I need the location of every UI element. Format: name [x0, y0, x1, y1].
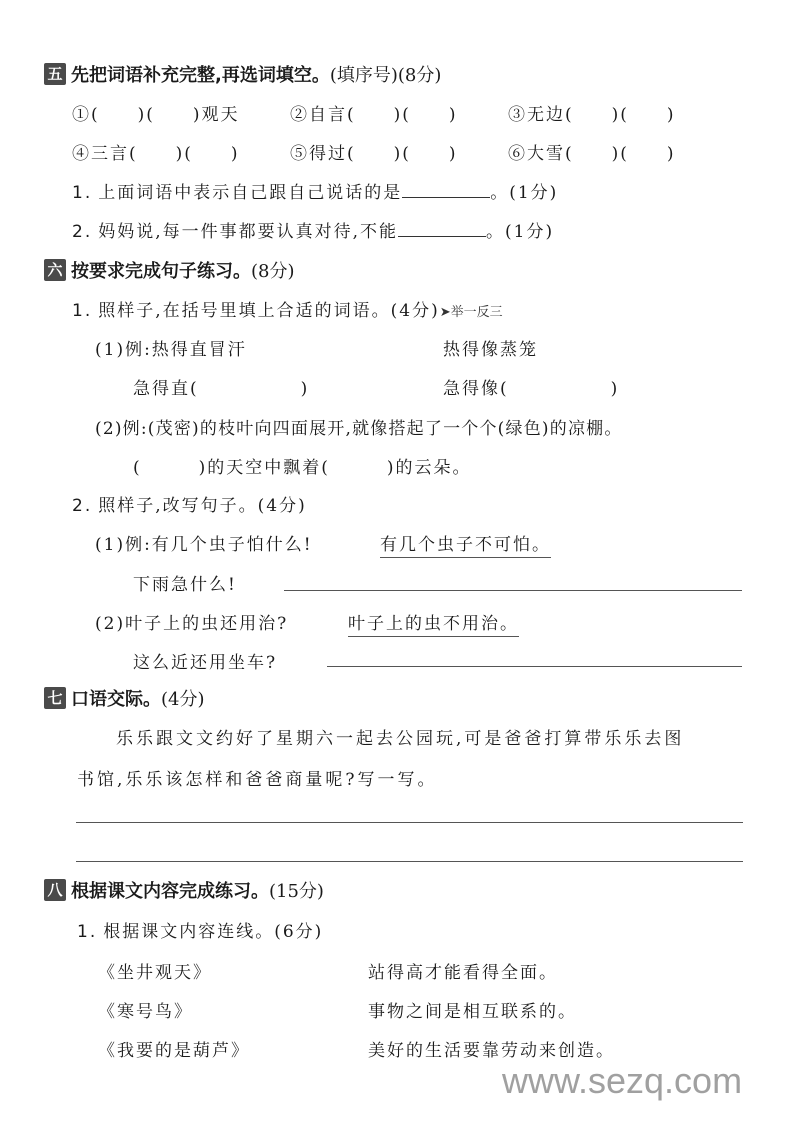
section-5-heading: [44, 61, 441, 87]
rewrite-2-answer-text: 叶子上的虫不用治。: [348, 614, 519, 637]
writing-line-2[interactable]: [76, 861, 743, 862]
fill-1-close: ): [300, 379, 310, 399]
section-7-paragraph-line-1: 乐乐跟文文约好了星期六一起去公园玩,可是爸爸打算带乐乐去图: [116, 729, 685, 749]
rewrite-2-prompt: 这么近还用坐车?: [133, 653, 278, 673]
rewrite-2-answer: [348, 609, 519, 634]
section-7-title: 口语交际。: [71, 689, 161, 710]
question-number: 1.: [72, 301, 93, 321]
question-number: 2.: [72, 222, 93, 242]
rewrite-1-answer: [380, 530, 551, 555]
question-number: 1.: [77, 922, 98, 942]
idiom-2: [290, 100, 458, 125]
section-5-score: (填序号)(8分): [329, 65, 442, 86]
section-8-badge: 八: [44, 879, 66, 901]
question-text: 上面词语中表示自己跟自己说话的是: [98, 183, 403, 203]
example-1-label: (1)例:热得直冒汗: [95, 340, 247, 360]
match-right-2[interactable]: 事物之间是相互联系的。: [368, 1002, 577, 1022]
fill-1: [133, 374, 309, 399]
answer-blank[interactable]: [398, 220, 486, 237]
section-6-question-1: [72, 296, 503, 321]
fill-2-prefix: 急得像(: [443, 379, 509, 399]
idiom-6-text: 大雪( )( ): [527, 144, 676, 164]
match-left-1[interactable]: 《坐井观天》: [98, 963, 212, 983]
question-number: 2.: [72, 496, 93, 516]
question-text: 照样子,改写句子。(4分): [98, 496, 307, 516]
idiom-1-text: ( )( )观天: [91, 105, 240, 125]
idiom-3-text: 无边( )( ): [527, 105, 676, 125]
section-8-title: 根据课文内容完成练习。: [71, 881, 269, 902]
fill-2-close: ): [610, 379, 620, 399]
idiom-4-num: ④: [72, 144, 91, 164]
idiom-3-num: ③: [508, 105, 527, 125]
section-6-question-2: [72, 491, 307, 516]
idiom-4: [72, 139, 240, 164]
match-left-2[interactable]: 《寒号鸟》: [98, 1002, 193, 1022]
idiom-3: [508, 100, 676, 125]
fill-3[interactable]: ( )的天空中飘着( )的云朵。: [133, 458, 472, 478]
watermark: www.sezq.com: [502, 1060, 743, 1101]
rewrite-1-label: (1)例:有几个虫子怕什么!: [95, 535, 313, 555]
section-8-heading: [44, 877, 324, 903]
idiom-1-num: ①: [72, 105, 91, 125]
example-1-second: 热得像蒸笼: [443, 340, 538, 360]
section-6-heading: [44, 257, 295, 283]
fill-2: [443, 374, 619, 399]
section-7-badge: 七: [44, 687, 66, 709]
rewrite-2-answer-line[interactable]: [327, 666, 742, 667]
section-8-question-1: [77, 917, 323, 942]
fill-1-prefix: 急得直(: [133, 379, 199, 399]
writing-line-1[interactable]: [76, 822, 743, 823]
section-7-paragraph-line-2: 书馆,乐乐该怎样和爸爸商量呢?写一写。: [77, 770, 438, 790]
idiom-6: [508, 139, 676, 164]
match-left-3[interactable]: 《我要的是葫芦》: [98, 1041, 250, 1061]
match-right-1[interactable]: 站得高才能看得全面。: [368, 963, 558, 983]
section-8-score: (15分): [269, 881, 324, 902]
rewrite-1-prompt: 下雨急什么!: [133, 575, 237, 595]
section-6-score: (8分): [251, 261, 295, 282]
question-text: 照样子,在括号里填上合适的词语。(4分): [98, 301, 440, 321]
idiom-5-text: 得过( )( ): [309, 144, 458, 164]
question-text: 妈妈说,每一件事都要认真对待,不能: [98, 222, 399, 242]
section-5-title: 先把词语补充完整,再选词填空。: [71, 65, 330, 86]
question-text: 根据课文内容连线。(6分): [103, 922, 324, 942]
section-5-question-2: [72, 217, 554, 242]
idiom-2-text: 自言( )( ): [309, 105, 458, 125]
idiom-6-num: ⑥: [508, 144, 527, 164]
section-6-badge: 六: [44, 259, 66, 281]
match-right-3[interactable]: 美好的生活要靠劳动来创造。: [368, 1041, 615, 1061]
question-score: 。(1分): [490, 183, 559, 203]
section-5-question-1: [72, 178, 558, 203]
idiom-4-text: 三言( )( ): [91, 144, 240, 164]
answer-blank[interactable]: [402, 181, 490, 198]
practice-tag: ➤举一反三: [439, 305, 503, 320]
idiom-5-num: ⑤: [290, 144, 309, 164]
rewrite-1-answer-line[interactable]: [284, 590, 742, 591]
section-5-badge: 五: [44, 63, 66, 85]
example-2-label: (2)例:(茂密)的枝叶向四面展开,就像搭起了一个个(绿色)的凉棚。: [95, 419, 623, 439]
section-6-title: 按要求完成句子练习。: [71, 261, 251, 282]
rewrite-1-answer-text: 有几个虫子不可怕。: [380, 535, 551, 558]
rewrite-2-label: (2)叶子上的虫还用治?: [95, 614, 289, 634]
question-score: 。(1分): [486, 222, 555, 242]
idiom-2-num: ②: [290, 105, 309, 125]
question-number: 1.: [72, 183, 93, 203]
idiom-5: [290, 139, 458, 164]
section-7-heading: [44, 685, 205, 711]
section-7-score: (4分): [161, 689, 205, 710]
idiom-1: [72, 100, 240, 125]
